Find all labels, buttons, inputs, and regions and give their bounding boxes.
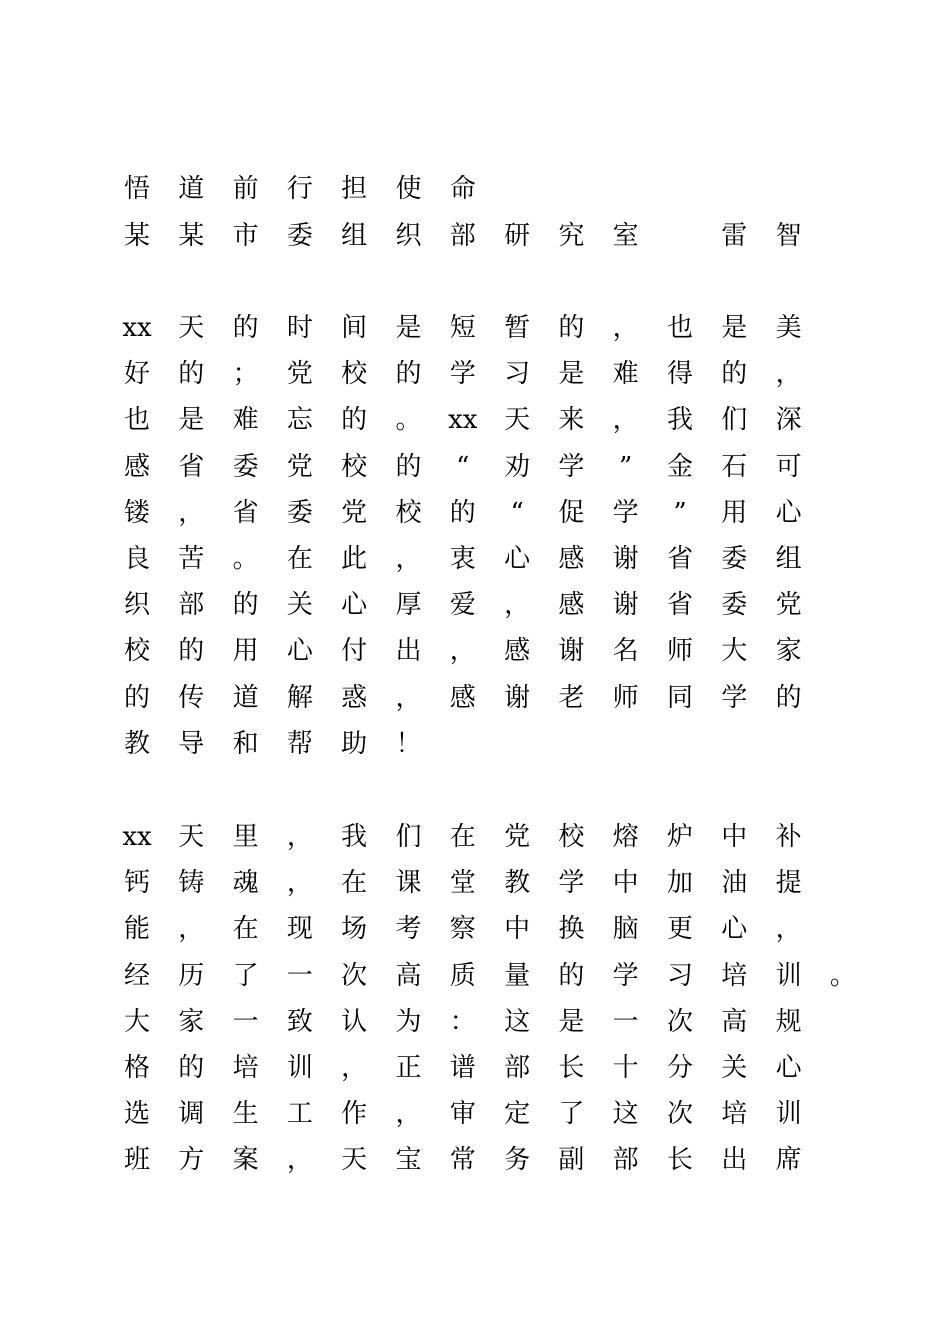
glyph: ， bbox=[341, 1053, 368, 1083]
glyph: 可 bbox=[775, 451, 802, 482]
glyph: 熔 bbox=[612, 822, 639, 852]
paragraph-line bbox=[0, 308, 950, 348]
glyph: 委 bbox=[286, 497, 313, 528]
glyph: 高 bbox=[395, 960, 422, 991]
glyph: 促 bbox=[558, 497, 585, 528]
glyph: 此 bbox=[341, 544, 368, 574]
glyph: 长 bbox=[558, 1053, 585, 1083]
paragraph-line bbox=[0, 447, 950, 487]
glyph: 付 bbox=[341, 636, 368, 667]
glyph: ” bbox=[619, 451, 633, 482]
paragraph-line bbox=[0, 1094, 950, 1134]
glyph: 委 bbox=[286, 221, 313, 251]
glyph: 训 bbox=[775, 1099, 802, 1130]
paragraph-line bbox=[0, 539, 950, 579]
glyph: 镂 bbox=[123, 497, 150, 528]
glyph: 美 bbox=[775, 313, 802, 343]
glyph: 市 bbox=[232, 221, 259, 251]
glyph: 用 bbox=[232, 636, 259, 667]
glyph: 委 bbox=[721, 590, 748, 621]
glyph: 规 bbox=[775, 1006, 802, 1037]
glyph: 某 bbox=[123, 221, 150, 251]
glyph: 校 bbox=[123, 636, 150, 667]
glyph: 一 bbox=[286, 960, 313, 991]
glyph: 苦 bbox=[178, 544, 205, 574]
glyph: ， bbox=[286, 868, 313, 899]
glyph: 认 bbox=[341, 1006, 368, 1037]
glyph: xx bbox=[122, 313, 152, 343]
glyph: 里 bbox=[232, 822, 259, 852]
glyph: 案 bbox=[232, 1145, 259, 1176]
glyph: 脑 bbox=[612, 914, 639, 945]
glyph: 心 bbox=[775, 497, 802, 528]
glyph: 中 bbox=[504, 914, 531, 945]
glyph: 雷 bbox=[721, 221, 748, 251]
glyph: 审 bbox=[449, 1099, 476, 1130]
glyph: 训 bbox=[775, 960, 802, 991]
glyph: 惑 bbox=[341, 682, 368, 713]
glyph: 用 bbox=[721, 497, 748, 528]
glyph: 作 bbox=[341, 1099, 368, 1130]
glyph: 心 bbox=[286, 636, 313, 667]
glyph: 谢 bbox=[558, 636, 585, 667]
paragraph-line bbox=[0, 956, 950, 996]
glyph: 家 bbox=[178, 1006, 205, 1037]
paragraph-line bbox=[0, 863, 950, 903]
glyph: 党 bbox=[286, 359, 313, 390]
glyph: 省 bbox=[178, 451, 205, 482]
glyph: 党 bbox=[775, 590, 802, 621]
glyph: 质 bbox=[449, 960, 476, 991]
glyph: 学 bbox=[558, 451, 585, 482]
glyph: 次 bbox=[341, 960, 368, 991]
glyph: 校 bbox=[341, 359, 368, 390]
paragraph-line bbox=[0, 678, 950, 718]
glyph: 教 bbox=[123, 728, 150, 759]
paragraph-line bbox=[0, 1002, 950, 1042]
glyph: 关 bbox=[286, 590, 313, 621]
glyph: 短 bbox=[449, 313, 476, 343]
paragraph-line bbox=[0, 724, 950, 764]
glyph: 正 bbox=[395, 1053, 422, 1083]
glyph: 现 bbox=[286, 914, 313, 945]
glyph: 中 bbox=[721, 822, 748, 852]
glyph: 一 bbox=[612, 1006, 639, 1037]
paragraph-line bbox=[0, 631, 950, 671]
glyph: 考 bbox=[395, 914, 422, 945]
glyph: 油 bbox=[721, 868, 748, 899]
glyph: 训 bbox=[286, 1053, 313, 1083]
glyph: 学 bbox=[721, 682, 748, 713]
glyph: 次 bbox=[666, 1006, 693, 1037]
glyph: 十 bbox=[612, 1053, 639, 1083]
glyph: 定 bbox=[504, 1099, 531, 1130]
glyph: ， bbox=[612, 405, 639, 436]
glyph: 织 bbox=[123, 590, 150, 621]
glyph: 行 bbox=[286, 174, 313, 204]
glyph: 帮 bbox=[286, 728, 313, 759]
glyph: 金 bbox=[666, 451, 693, 482]
glyph: 关 bbox=[721, 1053, 748, 1083]
glyph: 委 bbox=[232, 451, 259, 482]
glyph: 校 bbox=[558, 822, 585, 852]
glyph: 的 bbox=[341, 405, 368, 436]
glyph: 习 bbox=[504, 359, 531, 390]
glyph: 的 bbox=[232, 313, 259, 343]
glyph: ” bbox=[673, 497, 687, 528]
paragraph-line bbox=[0, 493, 950, 533]
glyph: 补 bbox=[775, 822, 802, 852]
glyph: 我 bbox=[341, 822, 368, 852]
glyph: 老 bbox=[558, 682, 585, 713]
glyph: 常 bbox=[449, 1145, 476, 1176]
glyph: 的 bbox=[232, 590, 259, 621]
glyph: 天 bbox=[178, 313, 205, 343]
glyph: 的 bbox=[123, 682, 150, 713]
glyph: ， bbox=[504, 590, 531, 621]
glyph: 更 bbox=[666, 914, 693, 945]
glyph: 培 bbox=[721, 1099, 748, 1130]
glyph: 的 bbox=[558, 960, 585, 991]
glyph: 培 bbox=[721, 960, 748, 991]
glyph: 忘 bbox=[286, 405, 313, 436]
glyph: ， bbox=[395, 1099, 422, 1130]
glyph: 石 bbox=[721, 451, 748, 482]
glyph: 党 bbox=[286, 451, 313, 482]
glyph: 大 bbox=[123, 1006, 150, 1037]
glyph: 宝 bbox=[395, 1145, 422, 1176]
glyph: 使 bbox=[395, 174, 422, 204]
glyph: 感 bbox=[449, 682, 476, 713]
glyph: 部 bbox=[504, 1053, 531, 1083]
glyph: 是 bbox=[178, 405, 205, 436]
glyph: 衷 bbox=[449, 544, 476, 574]
paragraph-line bbox=[0, 400, 950, 440]
glyph: 察 bbox=[449, 914, 476, 945]
glyph: 劝 bbox=[504, 451, 531, 482]
glyph: 师 bbox=[666, 636, 693, 667]
glyph: 感 bbox=[558, 544, 585, 574]
glyph: 间 bbox=[341, 313, 368, 343]
glyph: “ bbox=[510, 497, 524, 528]
glyph: 室 bbox=[612, 221, 639, 251]
glyph: ， bbox=[395, 544, 422, 574]
glyph: 的 bbox=[395, 451, 422, 482]
glyph: 暂 bbox=[504, 313, 531, 343]
glyph: 在 bbox=[449, 822, 476, 852]
glyph: 来 bbox=[558, 405, 585, 436]
paragraph-line bbox=[0, 585, 950, 625]
glyph: 是 bbox=[721, 313, 748, 343]
glyph: 也 bbox=[666, 313, 693, 343]
glyph: 部 bbox=[612, 1145, 639, 1176]
paragraph-line bbox=[0, 354, 950, 394]
glyph: 悟 bbox=[123, 174, 150, 204]
glyph: ， bbox=[775, 359, 802, 390]
glyph: 研 bbox=[504, 221, 531, 251]
glyph: 加 bbox=[666, 868, 693, 899]
glyph: 这 bbox=[612, 1099, 639, 1130]
glyph: 了 bbox=[558, 1099, 585, 1130]
paragraph-line bbox=[0, 909, 950, 949]
glyph: 难 bbox=[232, 405, 259, 436]
glyph: 调 bbox=[178, 1099, 205, 1130]
glyph: ； bbox=[232, 359, 259, 390]
glyph: 导 bbox=[178, 728, 205, 759]
glyph: 堂 bbox=[449, 868, 476, 899]
glyph: 感 bbox=[504, 636, 531, 667]
glyph: 道 bbox=[232, 682, 259, 713]
glyph: 组 bbox=[775, 544, 802, 574]
glyph: ， bbox=[178, 914, 205, 945]
glyph: 炉 bbox=[666, 822, 693, 852]
glyph: 谢 bbox=[612, 590, 639, 621]
glyph: 智 bbox=[775, 221, 802, 251]
glyph: ， bbox=[612, 313, 639, 343]
glyph: 课 bbox=[395, 868, 422, 899]
glyph: 们 bbox=[395, 822, 422, 852]
glyph: 命 bbox=[449, 174, 476, 204]
glyph: 一 bbox=[232, 1006, 259, 1037]
glyph: “ bbox=[456, 451, 470, 482]
glyph: 的 bbox=[775, 682, 802, 713]
glyph: 解 bbox=[286, 682, 313, 713]
glyph: 的 bbox=[721, 359, 748, 390]
glyph: 校 bbox=[341, 451, 368, 482]
glyph: ， bbox=[286, 1145, 313, 1176]
glyph: 深 bbox=[775, 405, 802, 436]
glyph: 班 bbox=[123, 1145, 150, 1176]
glyph: 爱 bbox=[449, 590, 476, 621]
glyph: 是 bbox=[395, 313, 422, 343]
glyph: 究 bbox=[558, 221, 585, 251]
glyph: 织 bbox=[395, 221, 422, 251]
glyph: 是 bbox=[558, 1006, 585, 1037]
glyph: 培 bbox=[232, 1053, 259, 1083]
glyph: 席 bbox=[775, 1145, 802, 1176]
title-line bbox=[0, 169, 950, 209]
glyph: 经 bbox=[123, 960, 150, 991]
glyph: 选 bbox=[123, 1099, 150, 1130]
glyph: 学 bbox=[558, 868, 585, 899]
glyph: 历 bbox=[178, 960, 205, 991]
glyph: 在 bbox=[341, 868, 368, 899]
glyph: ， bbox=[286, 822, 313, 852]
glyph: 了 bbox=[232, 960, 259, 991]
glyph: 感 bbox=[123, 451, 150, 482]
glyph: 分 bbox=[666, 1053, 693, 1083]
glyph: 我 bbox=[666, 405, 693, 436]
glyph: 出 bbox=[721, 1145, 748, 1176]
glyph: 方 bbox=[178, 1145, 205, 1176]
glyph: 次 bbox=[666, 1099, 693, 1130]
glyph: 好 bbox=[123, 359, 150, 390]
glyph: 名 bbox=[612, 636, 639, 667]
glyph: 部 bbox=[178, 590, 205, 621]
glyph: 换 bbox=[558, 914, 585, 945]
glyph: 学 bbox=[449, 359, 476, 390]
glyph: 格 bbox=[123, 1053, 150, 1083]
glyph: 学 bbox=[612, 497, 639, 528]
glyph: xx bbox=[122, 822, 152, 852]
glyph: 们 bbox=[721, 405, 748, 436]
glyph: ， bbox=[395, 682, 422, 713]
glyph: 教 bbox=[504, 868, 531, 899]
glyph: ： bbox=[449, 1006, 476, 1037]
glyph: ， bbox=[775, 914, 802, 945]
glyph: 得 bbox=[666, 359, 693, 390]
glyph: 谱 bbox=[449, 1053, 476, 1083]
glyph: 学 bbox=[612, 960, 639, 991]
glyph: 校 bbox=[395, 497, 422, 528]
glyph: 党 bbox=[504, 822, 531, 852]
glyph: 心 bbox=[504, 544, 531, 574]
glyph: 天 bbox=[178, 822, 205, 852]
glyph: 省 bbox=[232, 497, 259, 528]
glyph: 谢 bbox=[504, 682, 531, 713]
paragraph-line bbox=[0, 817, 950, 857]
glyph: 场 bbox=[341, 914, 368, 945]
glyph: 的 bbox=[558, 313, 585, 343]
glyph: 省 bbox=[666, 590, 693, 621]
glyph: 大 bbox=[721, 636, 748, 667]
glyph: 铸 bbox=[178, 868, 205, 899]
glyph: 量 bbox=[504, 960, 531, 991]
glyph: 良 bbox=[123, 544, 150, 574]
glyph: 提 bbox=[775, 868, 802, 899]
glyph: 魂 bbox=[232, 868, 259, 899]
glyph: 道 bbox=[178, 174, 205, 204]
glyph: 委 bbox=[721, 544, 748, 574]
glyph: 某 bbox=[178, 221, 205, 251]
glyph: ， bbox=[178, 497, 205, 528]
glyph: 天 bbox=[341, 1145, 368, 1176]
glyph: 天 bbox=[504, 405, 531, 436]
glyph: 是 bbox=[558, 359, 585, 390]
glyph: 同 bbox=[666, 682, 693, 713]
glyph: 省 bbox=[666, 544, 693, 574]
glyph: 习 bbox=[666, 960, 693, 991]
glyph: 组 bbox=[341, 221, 368, 251]
glyph: 能 bbox=[123, 914, 150, 945]
glyph: 工 bbox=[286, 1099, 313, 1130]
paragraph-line bbox=[0, 1048, 950, 1088]
glyph: 在 bbox=[286, 544, 313, 574]
glyph: 。 bbox=[395, 405, 422, 436]
paragraph-line bbox=[0, 1140, 950, 1180]
glyph: 致 bbox=[286, 1006, 313, 1037]
glyph: 中 bbox=[612, 868, 639, 899]
glyph: 时 bbox=[286, 313, 313, 343]
glyph: 务 bbox=[504, 1145, 531, 1176]
glyph: 和 bbox=[232, 728, 259, 759]
glyph: 部 bbox=[449, 221, 476, 251]
glyph: 的 bbox=[395, 359, 422, 390]
glyph: 助 bbox=[341, 728, 368, 759]
glyph: 副 bbox=[558, 1145, 585, 1176]
glyph: 的 bbox=[178, 359, 205, 390]
glyph: 生 bbox=[232, 1099, 259, 1130]
glyph: ！ bbox=[395, 728, 422, 759]
glyph: ， bbox=[449, 636, 476, 667]
glyph: 传 bbox=[178, 682, 205, 713]
glyph: 在 bbox=[232, 914, 259, 945]
glyph: 。 bbox=[829, 960, 856, 991]
glyph: 担 bbox=[341, 174, 368, 204]
glyph: 的 bbox=[449, 497, 476, 528]
glyph: 难 bbox=[612, 359, 639, 390]
glyph: 长 bbox=[666, 1145, 693, 1176]
byline-line bbox=[0, 216, 950, 256]
glyph: 谢 bbox=[612, 544, 639, 574]
glyph: 这 bbox=[504, 1006, 531, 1037]
glyph: 钙 bbox=[123, 868, 150, 899]
glyph: 的 bbox=[178, 636, 205, 667]
glyph: 高 bbox=[721, 1006, 748, 1037]
glyph: 前 bbox=[232, 174, 259, 204]
glyph: 心 bbox=[721, 914, 748, 945]
glyph: xx bbox=[448, 405, 478, 436]
glyph: 出 bbox=[395, 636, 422, 667]
glyph: 为 bbox=[395, 1006, 422, 1037]
glyph: 。 bbox=[232, 544, 259, 574]
glyph: 心 bbox=[341, 590, 368, 621]
glyph: 家 bbox=[775, 636, 802, 667]
glyph: 也 bbox=[123, 405, 150, 436]
glyph: 感 bbox=[558, 590, 585, 621]
glyph: 心 bbox=[775, 1053, 802, 1083]
glyph: 的 bbox=[178, 1053, 205, 1083]
glyph: 厚 bbox=[395, 590, 422, 621]
glyph: 师 bbox=[612, 682, 639, 713]
glyph: 党 bbox=[341, 497, 368, 528]
